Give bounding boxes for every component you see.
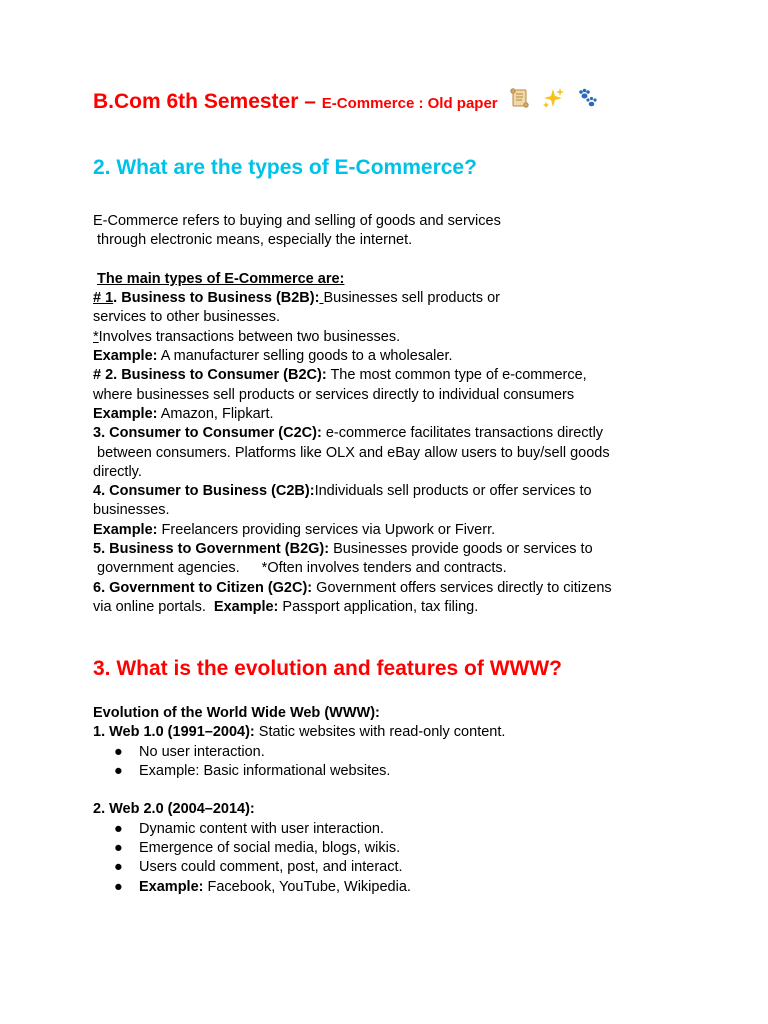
intro-line: E-Commerce refers to buying and selling of goods and services: [93, 213, 501, 229]
g2c-item: 6. Government to Citizen (G2C): Government offers services directly to citizens: [93, 579, 612, 596]
b2g-text: government agencies. *Often involves tenders and contracts.: [97, 560, 507, 577]
list-item: ● No user interaction.: [114, 743, 265, 760]
title-subtitle: E-Commerce : Old paper: [321, 95, 498, 113]
sparkles-icon: [541, 86, 565, 119]
web1-item: 1. Web 1.0 (1991–2004): Static websites with read-only content.: [93, 724, 506, 741]
b2g-item: 5. Business to Government (B2G): Businesses provide goods or services to: [93, 541, 593, 558]
list-item: ● Example: Basic informational websites.: [114, 762, 391, 779]
b2b-note: *Involves transactions between two businesses.: [93, 328, 401, 345]
paw-prints-icon: [575, 86, 599, 119]
c2c-item: 3. Consumer to Consumer (C2C): e-commerce facilitates transactions directly: [93, 425, 604, 442]
q3-body: [93, 704, 505, 897]
c2b-item: 4. Consumer to Business (C2B):Individuals sell products or offer services to: [93, 483, 592, 500]
b2c-example: Example: Amazon, Flipkart.: [93, 405, 274, 422]
c2c-text: directly.: [93, 463, 142, 480]
intro-line: through electronic means, especially the internet.: [97, 232, 413, 249]
c2c-text: between consumers. Platforms like OLX and eBay allow users to buy/sell goods: [97, 444, 610, 461]
list-item: ● Example: Facebook, YouTube, Wikipedia.: [114, 878, 411, 895]
web1-bullets: [93, 743, 505, 782]
web2-item: 2. Web 2.0 (2004–2014):: [93, 801, 255, 818]
document-title: [93, 86, 599, 119]
b2c-text: where businesses sell products or services directly to individual consumers: [93, 386, 575, 403]
title-main: B.Com 6th Semester –: [93, 90, 316, 114]
q2-body: [93, 212, 612, 617]
list-item: ● Users could comment, post, and interact.: [114, 859, 403, 876]
g2c-text: via online portals. Example: Passport application, tax filing.: [93, 598, 479, 615]
web2-bullets: [93, 820, 505, 897]
list-item: ● Dynamic content with user interaction.: [114, 820, 384, 837]
evolution-heading: Evolution of the World Wide Web (WWW):: [93, 705, 380, 721]
q2-heading: 2. What are the types of E-Commerce?: [93, 156, 477, 179]
c2b-example: Example: Freelancers providing services via Upwork or Fiverr.: [93, 521, 496, 538]
main-types-heading: The main types of E-Commerce are:: [97, 270, 345, 287]
scroll-icon: [508, 86, 532, 119]
b2b-text: services to other businesses.: [93, 309, 280, 326]
list-item: ● Emergence of social media, blogs, wikis.: [114, 840, 401, 857]
c2b-text: businesses.: [93, 502, 170, 519]
q3-heading: 3. What is the evolution and features of WWW?: [93, 657, 563, 680]
b2b-example: Example: A manufacturer selling goods to a wholesaler.: [93, 348, 453, 365]
b2b-item: # 1. Business to Business (B2B): Businesses sell products or: [93, 290, 500, 307]
b2c-item: # 2. Business to Consumer (B2C): The most common type of e-commerce,: [93, 367, 587, 384]
